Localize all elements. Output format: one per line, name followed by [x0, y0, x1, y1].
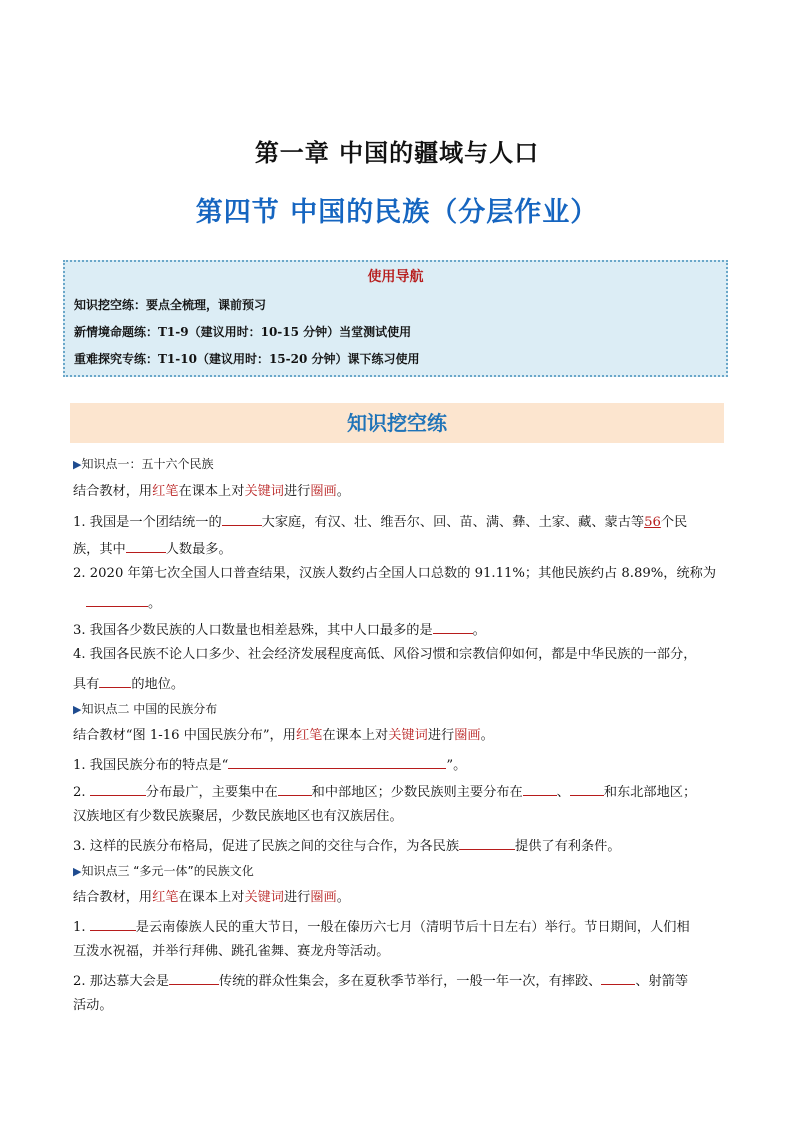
question-line: 活动。: [73, 998, 113, 1013]
instruction-line: 结合教材，用红笔在课本上对关键词进行圈画。: [73, 890, 350, 905]
question-line: 汉族地区有少数民族聚居，少数民族地区也有汉族居住。: [73, 809, 403, 824]
answer-blank[interactable]: [278, 781, 312, 796]
question-line: 族，其中 人数最多。: [73, 538, 232, 559]
question-line: 3. 这样的民族分布格局，促进了民族之间的交往与合作，为各民族 提供了有利条件。: [73, 835, 621, 856]
section-title: 第四节 中国的民族（分层作业）: [195, 197, 599, 228]
usage-navigation-box: [63, 260, 728, 377]
answer-blank[interactable]: [570, 781, 604, 796]
question-line: 4. 我国各民族不论人口多少、社会经济发展程度高低、风俗习惯和宗教信仰如何，都是中华民族的一部分，: [73, 647, 697, 662]
answer-blank[interactable]: [90, 781, 146, 796]
answer-blank[interactable]: [459, 835, 515, 850]
nav-line: 重难探究专练：T1-10（建议用时：15-20 分钟）课下练习使用: [74, 352, 420, 366]
nav-line: 新情境命题练：T1-9（建议用时：10-15 分钟）当堂测试使用: [74, 325, 412, 339]
question-line: 2. 分布最广，主要集中在 和中部地区；少数民族则主要分布在 、 和东北部地区；: [73, 781, 696, 802]
question-line: 互泼水祝福，并举行拜佛、跳孔雀舞、赛龙舟等活动。: [73, 944, 390, 959]
question-line: 1. 我国民族分布的特点是“ ”。: [73, 754, 466, 775]
question-line: 2. 2020 年第七次全国人口普查结果，汉族人数约占全国人口总数的 91.11%；其他民族约占 8.89%，统称为: [73, 566, 717, 581]
triangle-icon: ▶: [73, 865, 82, 878]
question-line: 1. 是云南傣族人民的重大节日，一般在傣历六七月（清明节后十日左右）举行。节日期间，人们相: [73, 916, 690, 937]
answer-blank[interactable]: [433, 619, 473, 634]
chapter-title: 第一章 中国的疆域与人口: [254, 139, 540, 167]
answer-blank[interactable]: [222, 511, 262, 526]
knowledge-point-heading: ▶知识点二 中国的民族分布: [73, 702, 218, 716]
knowledge-point-heading: ▶知识点一：五十六个民族: [73, 457, 214, 471]
triangle-icon: ▶: [73, 458, 82, 471]
nav-title: 使用导航: [367, 269, 424, 285]
answer-blank[interactable]: [169, 970, 219, 985]
triangle-icon: ▶: [73, 703, 82, 716]
answer-blank[interactable]: [99, 673, 131, 688]
answer-blank[interactable]: [126, 538, 166, 553]
question-line: 具有 的地位。: [73, 673, 184, 694]
question-line: 。: [86, 592, 161, 613]
knowledge-point-heading: ▶知识点三 “多元一体”的民族文化: [73, 864, 254, 878]
question-line: 1. 我国是一个团结统一的 大家庭，有汉、壮、维吾尔、回、苗、满、彝、土家、藏、蒙古等56个民: [73, 511, 687, 532]
nav-line: 知识挖空练：要点全梳理，课前预习: [74, 298, 267, 312]
answer-blank[interactable]: [523, 781, 557, 796]
answer-blank[interactable]: [86, 592, 148, 607]
band-title: 知识挖空练: [347, 411, 447, 435]
instruction-line: 结合教材，用红笔在课本上对关键词进行圈画。: [73, 484, 350, 499]
instruction-line: 结合教材“图 1-16 中国民族分布”，用红笔在课本上对关键词进行圈画。: [73, 728, 494, 743]
answer-blank[interactable]: [90, 916, 136, 931]
answer-blank[interactable]: [601, 970, 635, 985]
question-line: 3. 我国各少数民族的人口数量也相差悬殊，其中人口最多的是 。: [73, 619, 486, 640]
answer-blank[interactable]: [228, 754, 446, 769]
section-band: [70, 403, 724, 443]
question-line: 2. 那达慕大会是 传统的群众性集会，多在夏秋季节举行，一般一年一次，有摔跤、 、射箭等: [73, 970, 688, 991]
